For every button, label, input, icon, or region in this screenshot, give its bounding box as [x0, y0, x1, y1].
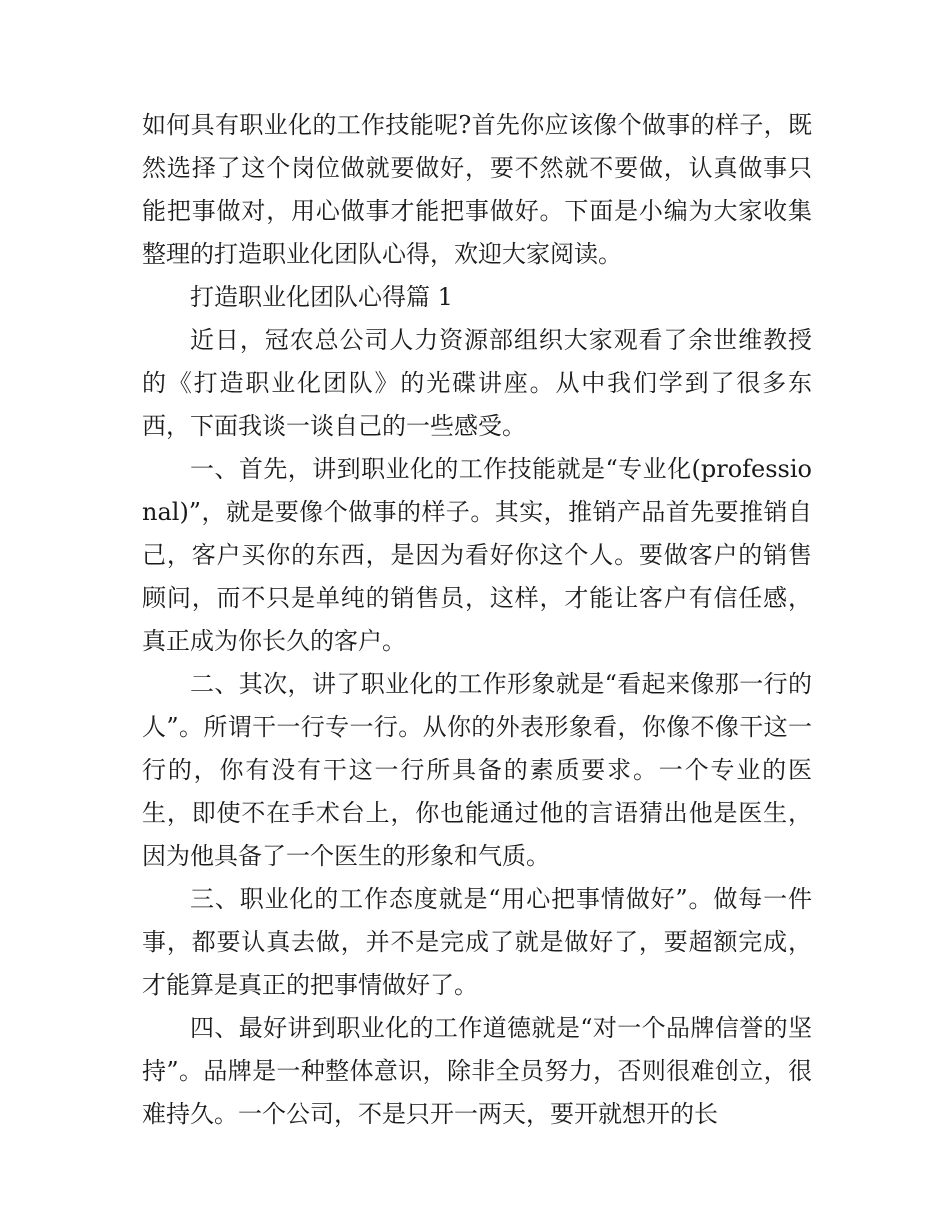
body-paragraph-5: 四、最好讲到职业化的工作道德就是“对一个品牌信誉的坚持”。品牌是一种整体意识，除非全员努力，否则很难创立，很难持久。一个公司，不是只开一两天，要开就想开的长 — [142, 1014, 812, 1128]
intro-paragraph: 如何具有职业化的工作技能呢?首先你应该像个做事的样子，既然选择了这个岗位做就要做好，要不然就不要做，认真做事只能把事做对，用心做事才能把事做好。下面是小编为大家收集整理的打造职业化团队心得，欢迎大家阅读。 — [142, 111, 812, 268]
document-body — [142, 104, 812, 1136]
section-heading: 打造职业化团队心得篇 1 — [190, 283, 453, 311]
body-paragraph-3: 二、其次，讲了职业化的工作形象就是“看起来像那一行的人”。所谓干一行专一行。从你的外表形象看，你像不像干这一行的，你有没有干这一行所具备的素质要求。一个专业的医生，即使不在手术台上，你也能通过他的言语猜出他是医生，因为他具备了一个医生的形象和气质。 — [142, 670, 812, 870]
body-paragraph-2: 一、首先，讲到职业化的工作技能就是“专业化(professional)”，就是要像个做事的样子。其实，推销产品首先要推销自己，客户买你的东西，是因为看好你这个人。要做客户的销售顾问，而不只是单纯的销售员，这样，才能让客户有信任感，真正成为你长久的客户。 — [142, 455, 812, 655]
body-paragraph-4: 三、职业化的工作态度就是“用心把事情做好”。做每一件事，都要认真去做，并不是完成了就是做好了，要超额完成，才能算是真正的把事情做好了。 — [142, 885, 812, 999]
body-paragraph-1: 近日，冠农总公司人力资源部组织大家观看了余世维教授的《打造职业化团队》的光碟讲座。从中我们学到了很多东西，下面我谈一谈自己的一些感受。 — [142, 326, 812, 440]
